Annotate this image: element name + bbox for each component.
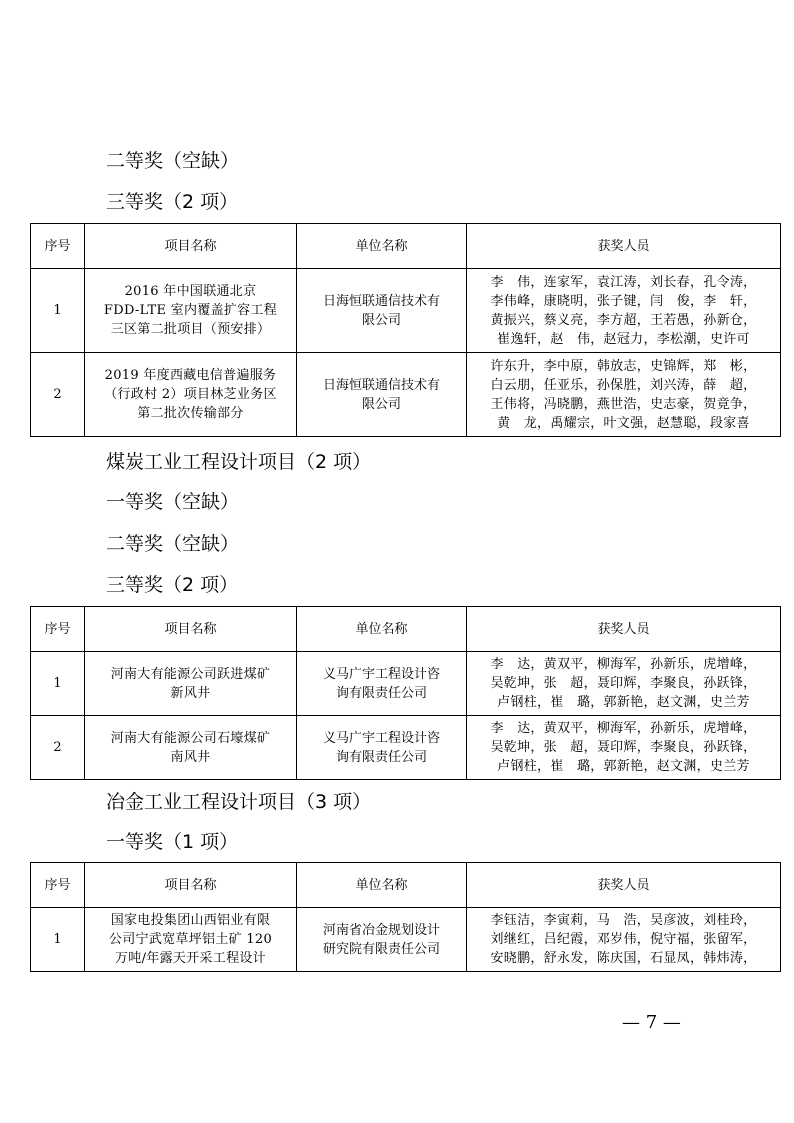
- unit-line: 询有限责任公司: [335, 685, 427, 701]
- unit-line: 河南省冶金规划设计: [322, 922, 440, 938]
- winners-line: 吴乾坤，张 超，聂印辉，李聚良，孙跃锋，: [490, 676, 757, 691]
- section3-first-prize-heading: 一等奖（1 项）: [106, 831, 239, 853]
- row-unit: [297, 716, 467, 780]
- winners-line: 吴乾坤，张 超，聂印辉，李聚良，孙跃锋，: [490, 740, 757, 755]
- section2-title: 煤炭工业工程设计项目（2 项）: [106, 451, 372, 473]
- row-seq: 1: [31, 652, 85, 716]
- table-row: [31, 652, 781, 716]
- table-row: [31, 353, 781, 437]
- row-unit: [297, 652, 467, 716]
- header-winners: 获奖人员: [467, 863, 781, 908]
- row-seq: 2: [31, 716, 85, 780]
- project-line: 公司宁武宽草坪铝土矿 120: [108, 932, 273, 947]
- winners-line: 黄振兴，蔡义亮，李方超，王若愚，孙新仓，: [490, 312, 757, 328]
- section2-first-prize-heading: 一等奖（空缺）: [106, 491, 240, 513]
- winners-line: 李 伟，连家军，袁江涛，刘长春，孔令涛，: [490, 274, 757, 290]
- row-winners: [467, 269, 781, 353]
- table-header-row: [31, 224, 781, 269]
- project-line: 2016 年中国联通北京: [124, 284, 257, 299]
- winners-line: 黄 龙，禹耀宗，叶文强，赵慧聪，段家喜: [497, 415, 750, 431]
- winners-line: 李 达，黄双平，柳海军，孙新乐，虎增峰，: [490, 721, 757, 736]
- table-row: [31, 716, 781, 780]
- header-seq: 序号: [31, 607, 85, 652]
- project-line: 河南大有能源公司跃进煤矿: [110, 666, 271, 682]
- winners-line: 安晓鹏，舒永发，陈庆国，石显凤，韩炜涛，: [490, 951, 757, 966]
- winners-line: 卢钢柱，崔 璐，郭新艳，赵文渊，史兰芳: [497, 759, 750, 774]
- header-unit: 单位名称: [297, 863, 467, 908]
- row-unit: [297, 269, 467, 353]
- header-project: 项目名称: [85, 224, 297, 269]
- header-project: 项目名称: [85, 863, 297, 908]
- header-unit: 单位名称: [297, 607, 467, 652]
- row-unit: [297, 353, 467, 437]
- project-line: （行政村 2）项目林芝业务区: [104, 387, 277, 402]
- winners-line: 刘继红，吕纪霞，邓岁伟，倪守福，张留军，: [490, 932, 757, 947]
- section1-third-prize-heading: 三等奖（2 项）: [106, 191, 239, 213]
- table-row: [31, 269, 781, 353]
- header-unit: 单位名称: [297, 224, 467, 269]
- winners-line: 王伟将，冯晓鹏，燕世浩，史志豪，贺竟争，: [490, 396, 757, 412]
- unit-line: 询有限责任公司: [335, 749, 427, 765]
- header-project: 项目名称: [85, 607, 297, 652]
- row-project: [85, 652, 297, 716]
- row-seq: 1: [31, 269, 85, 353]
- section3-award-table: [30, 862, 781, 972]
- project-line: FDD-LTE 室内覆盖扩容工程: [103, 303, 278, 318]
- winners-line: 李钰洁，李寅莉，马 浩，吴彦波，刘桂玲，: [490, 913, 757, 928]
- row-project: [85, 269, 297, 353]
- project-line: 2019 年度西藏电信普遍服务: [104, 368, 277, 383]
- row-project: [85, 908, 297, 972]
- unit-line: 日海恒联通信技术有: [322, 293, 440, 309]
- winners-line: 崔逸轩，赵 伟，赵冠力，李松潮，史许可: [497, 331, 750, 347]
- row-winners: [467, 353, 781, 437]
- unit-line: 义马广宇工程设计咨: [322, 666, 440, 682]
- unit-line: 限公司: [361, 396, 401, 412]
- row-winners: [467, 716, 781, 780]
- row-winners: [467, 908, 781, 972]
- table-header-row: [31, 863, 781, 908]
- unit-line: 义马广宇工程设计咨: [322, 730, 440, 746]
- section1-award-table: [30, 223, 781, 437]
- unit-line: 日海恒联通信技术有: [322, 377, 440, 393]
- project-line: 南风井: [170, 749, 211, 765]
- winners-line: 李伟峰，康晓明，张子键，闫 俊，李 轩，: [490, 293, 757, 309]
- row-seq: 2: [31, 353, 85, 437]
- row-project: [85, 353, 297, 437]
- project-line: 河南大有能源公司石壕煤矿: [110, 730, 271, 746]
- row-unit: [297, 908, 467, 972]
- section2-award-table: [30, 606, 781, 780]
- header-winners: 获奖人员: [467, 224, 781, 269]
- table-row: [31, 908, 781, 972]
- header-seq: 序号: [31, 863, 85, 908]
- project-line: 新风井: [170, 685, 211, 701]
- section3-title: 冶金工业工程设计项目（3 项）: [106, 791, 372, 813]
- project-line: 万吨/年露天开采工程设计: [115, 951, 266, 966]
- unit-line: 限公司: [361, 312, 401, 328]
- header-winners: 获奖人员: [467, 607, 781, 652]
- winners-line: 卢钢柱，崔 璐，郭新艳，赵文渊，史兰芳: [497, 695, 750, 710]
- section1-second-prize-heading: 二等奖（空缺）: [106, 150, 240, 172]
- winners-line: 许东升，李中原，韩放志，史锦辉，郑 彬，: [490, 358, 757, 374]
- project-line: 国家电投集团山西铝业有限: [110, 913, 271, 928]
- row-project: [85, 716, 297, 780]
- project-line: 三区第二批项目（预安排）: [110, 322, 271, 337]
- section2-third-prize-heading: 三等奖（2 项）: [106, 574, 239, 596]
- row-winners: [467, 652, 781, 716]
- table-header-row: [31, 607, 781, 652]
- winners-line: 白云朋，任亚乐，孙保胜，刘兴涛，薛 超，: [490, 377, 757, 393]
- header-seq: 序号: [31, 224, 85, 269]
- row-seq: 1: [31, 908, 85, 972]
- project-line: 第二批次传输部分: [137, 406, 244, 421]
- winners-line: 李 达，黄双平，柳海军，孙新乐，虎增峰，: [490, 657, 757, 672]
- unit-line: 研究院有限责任公司: [322, 941, 440, 957]
- page-number: — 7 —: [622, 1012, 681, 1033]
- section2-second-prize-heading: 二等奖（空缺）: [106, 533, 240, 555]
